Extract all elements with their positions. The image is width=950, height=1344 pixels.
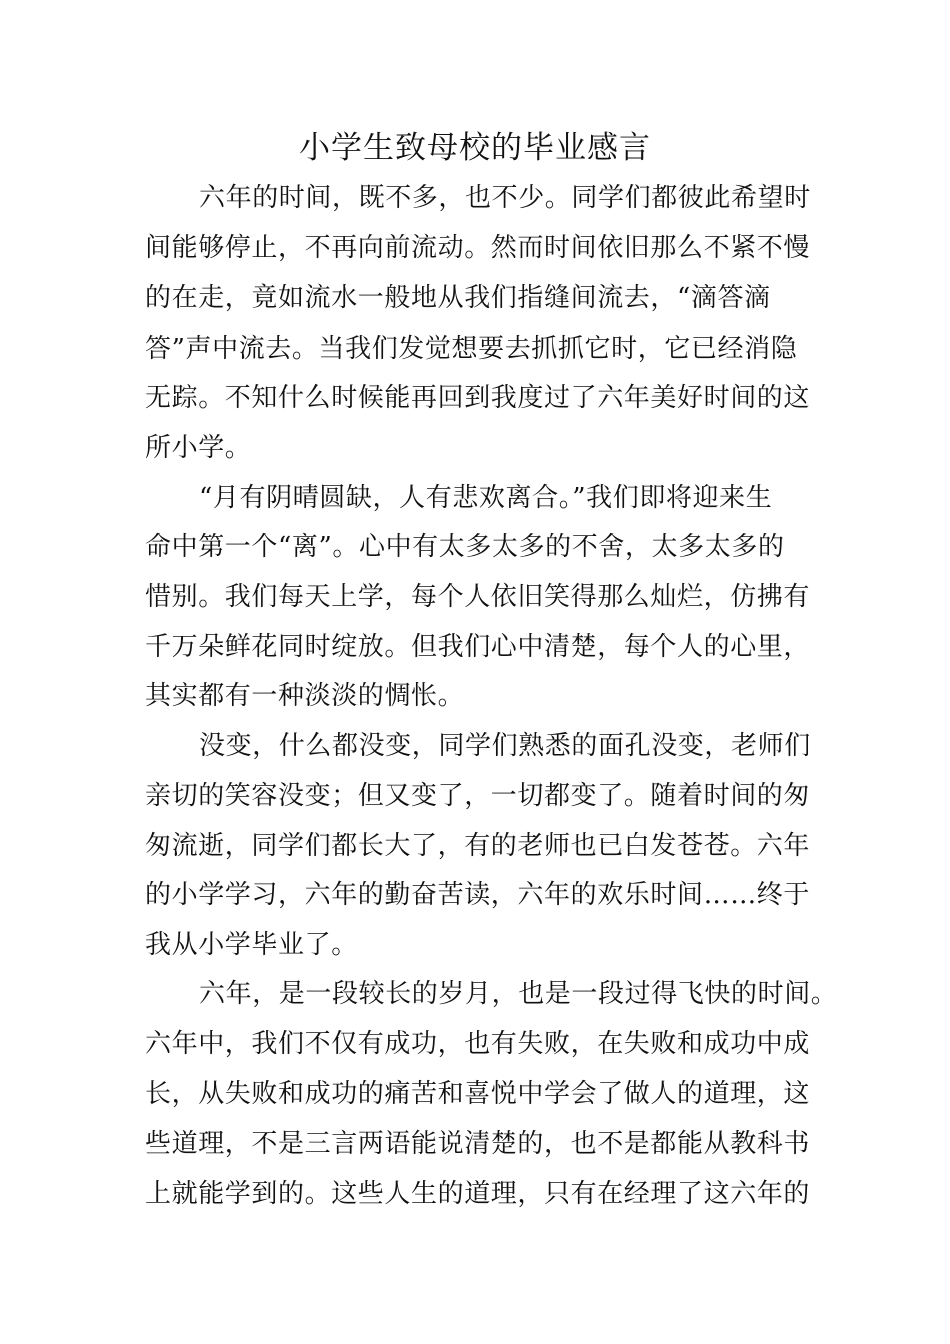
- paragraph-2-line-1: “月有阴晴圆缺，人有悲欢离合。”我们即将迎来生: [199, 483, 773, 513]
- paragraph-2-line-5: 其实都有一种淡淡的惆怅。: [145, 681, 465, 711]
- paragraph-2-line-4: 千万朵鲜花同时绽放。但我们心中清楚，每个人的心里，: [145, 632, 811, 662]
- paragraph-1-line-2: 间能够停止，不再向前流动。然而时间依旧那么不紧不慢: [145, 233, 811, 263]
- paragraph-4-line-1: 六年，是一段较长的岁月，也是一段过得飞快的时间。: [199, 979, 838, 1009]
- paragraph-3-line-1: 没变，什么都没变，同学们熟悉的面孔没变，老师们: [199, 731, 811, 761]
- paragraph-3-line-2: 亲切的笑容没变；但又变了，一切都变了。随着时间的匆: [145, 781, 811, 811]
- paragraph-4-line-5: 上就能学到的。这些人生的道理，只有在经理了这六年的: [145, 1179, 811, 1209]
- paragraph-4-line-2: 六年中，我们不仅有成功，也有失败，在失败和成功中成: [145, 1029, 811, 1059]
- paragraph-2-line-2: 命中第一个“离”。心中有太多太多的不舍，太多太多的: [145, 532, 785, 562]
- paragraph-2-line-3: 惜别。我们每天上学，每个人依旧笑得那么灿烂，仿拂有: [145, 582, 811, 612]
- paragraph-1-line-4: 答”声中流去。当我们发觉想要去抓抓它时，它已经消隐: [145, 334, 798, 364]
- paragraph-3-line-4: 的小学学习，六年的勤奋苦读，六年的欢乐时间……终于: [145, 880, 811, 910]
- paragraph-1-line-5: 无踪。不知什么时候能再回到我度过了六年美好时间的这: [145, 383, 811, 413]
- paragraph-1-line-1: 六年的时间，既不多，也不少。同学们都彼此希望时: [199, 183, 811, 213]
- paragraph-4-line-4: 些道理，不是三言两语能说清楚的，也不是都能从教科书: [145, 1129, 811, 1159]
- paragraph-1-line-3: 的在走，竟如流水一般地从我们指缝间流去，“滴答滴: [145, 283, 771, 313]
- paragraph-4-line-3: 长，从失败和成功的痛苦和喜悦中学会了做人的道理，这: [145, 1079, 811, 1109]
- paragraph-1-line-6: 所小学。: [145, 433, 252, 463]
- document-title: 小学生致母校的毕业感言: [299, 130, 651, 166]
- paragraph-3-line-3: 匆流逝，同学们都长大了，有的老师也已白发苍苍。六年: [145, 831, 811, 861]
- paragraph-3-line-5: 我从小学毕业了。: [145, 930, 358, 960]
